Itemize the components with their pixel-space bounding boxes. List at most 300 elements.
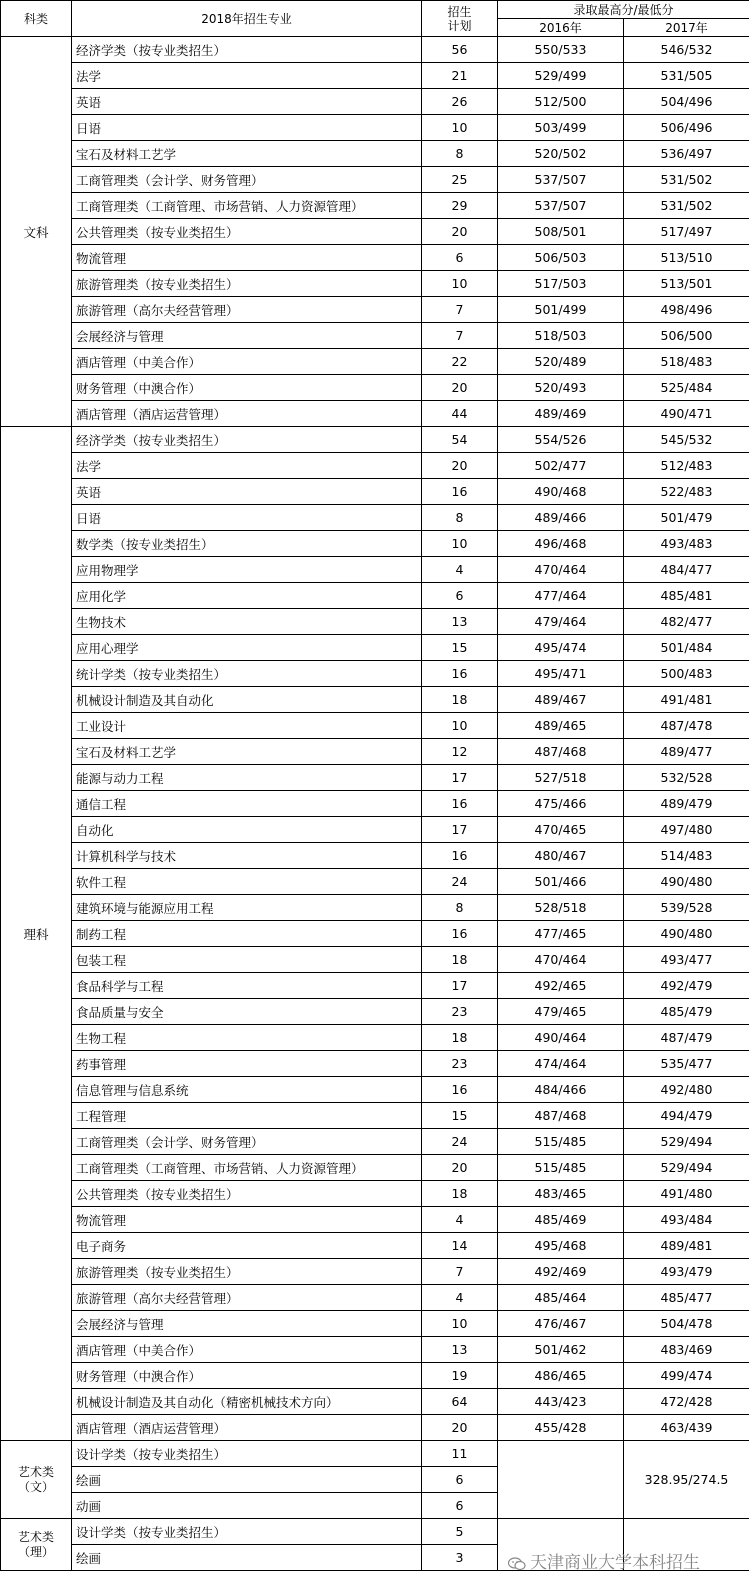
major-name: 日语	[72, 505, 422, 531]
score-2016: 512/500	[498, 89, 624, 115]
major-name: 酒店管理（酒店运营管理）	[72, 1415, 422, 1441]
score-2017: 484/477	[624, 557, 749, 583]
header-plan	[422, 1, 498, 37]
major-name: 旅游管理类（按专业类招生）	[72, 1259, 422, 1285]
table-row	[1, 271, 749, 297]
table-row	[1, 1285, 749, 1311]
score-2016: 489/467	[498, 687, 624, 713]
major-name: 机械设计制造及其自动化（精密机械技术方向）	[72, 1389, 422, 1415]
enroll-plan: 10	[422, 1311, 498, 1337]
enroll-plan: 21	[422, 63, 498, 89]
major-name: 旅游管理类（按专业类招生）	[72, 271, 422, 297]
header-category: 科类	[1, 1, 72, 37]
major-name: 信息管理与信息系统	[72, 1077, 422, 1103]
enroll-plan: 5	[422, 1519, 498, 1545]
enroll-plan: 6	[422, 583, 498, 609]
score-2017: 518/483	[624, 349, 749, 375]
enroll-plan: 18	[422, 1025, 498, 1051]
major-name: 旅游管理（高尔夫经营管理）	[72, 1285, 422, 1311]
major-name: 建筑环境与能源应用工程	[72, 895, 422, 921]
major-name: 酒店管理（中美合作）	[72, 349, 422, 375]
enroll-plan: 15	[422, 635, 498, 661]
score-2017: 513/501	[624, 271, 749, 297]
score-2017: 482/477	[624, 609, 749, 635]
score-2017: 490/471	[624, 401, 749, 427]
score-2016: 477/464	[498, 583, 624, 609]
table-row	[1, 349, 749, 375]
watermark	[508, 1548, 700, 1573]
score-2016: 486/465	[498, 1363, 624, 1389]
major-name: 财务管理（中澳合作）	[72, 375, 422, 401]
score-2016: 479/465	[498, 999, 624, 1025]
major-name: 工业设计	[72, 713, 422, 739]
enroll-plan: 23	[422, 999, 498, 1025]
major-name: 工商管理类（工商管理、市场营销、人力资源管理）	[72, 193, 422, 219]
score-2016: 490/464	[498, 1025, 624, 1051]
score-2016: 520/493	[498, 375, 624, 401]
enroll-plan: 20	[422, 1155, 498, 1181]
enroll-plan: 17	[422, 817, 498, 843]
score-2016: 487/468	[498, 739, 624, 765]
score-2016: 508/501	[498, 219, 624, 245]
score-2016: 470/464	[498, 947, 624, 973]
enroll-plan: 16	[422, 1077, 498, 1103]
enroll-plan: 56	[422, 37, 498, 63]
enroll-plan: 54	[422, 427, 498, 453]
major-name: 能源与动力工程	[72, 765, 422, 791]
table-row	[1, 479, 749, 505]
enroll-plan: 10	[422, 115, 498, 141]
score-2016: 495/468	[498, 1233, 624, 1259]
table-row	[1, 869, 749, 895]
enroll-plan: 22	[422, 349, 498, 375]
score-2016: 515/485	[498, 1155, 624, 1181]
enroll-plan: 20	[422, 1415, 498, 1441]
score-2016: 517/503	[498, 271, 624, 297]
score-2017: 497/480	[624, 817, 749, 843]
major-name: 绘画	[72, 1545, 422, 1571]
score-2016: 492/465	[498, 973, 624, 999]
score-2016: 490/468	[498, 479, 624, 505]
major-name: 会展经济与管理	[72, 323, 422, 349]
enroll-plan: 7	[422, 297, 498, 323]
score-2017: 531/505	[624, 63, 749, 89]
table-row	[1, 141, 749, 167]
enroll-plan: 20	[422, 453, 498, 479]
score-2016: 495/471	[498, 661, 624, 687]
major-name: 自动化	[72, 817, 422, 843]
major-name: 财务管理（中澳合作）	[72, 1363, 422, 1389]
score-2017: 485/481	[624, 583, 749, 609]
score-2017: 501/479	[624, 505, 749, 531]
score-2017: 489/479	[624, 791, 749, 817]
score-2016: 550/533	[498, 37, 624, 63]
score-2016: 520/502	[498, 141, 624, 167]
enroll-plan: 44	[422, 401, 498, 427]
score-2016: 503/499	[498, 115, 624, 141]
table-body	[1, 37, 749, 1571]
major-name: 动画	[72, 1493, 422, 1519]
wechat-icon	[508, 1556, 526, 1570]
table-row	[1, 895, 749, 921]
table-row	[1, 1103, 749, 1129]
score-2017: 498/496	[624, 297, 749, 323]
major-name: 绘画	[72, 1467, 422, 1493]
score-2016: 455/428	[498, 1415, 624, 1441]
enroll-plan: 8	[422, 141, 498, 167]
major-name: 酒店管理（酒店运营管理）	[72, 401, 422, 427]
table-row	[1, 1129, 749, 1155]
score-2017: 504/496	[624, 89, 749, 115]
score-2017: 494/479	[624, 1103, 749, 1129]
score-2017: 500/483	[624, 661, 749, 687]
score-2017: 491/481	[624, 687, 749, 713]
score-2016: 474/464	[498, 1051, 624, 1077]
major-name: 机械设计制造及其自动化	[72, 687, 422, 713]
score-2016: 537/507	[498, 167, 624, 193]
score-2016: 476/467	[498, 1311, 624, 1337]
score-2016: 495/474	[498, 635, 624, 661]
score-2017: 493/479	[624, 1259, 749, 1285]
enroll-plan: 16	[422, 791, 498, 817]
table-row	[1, 1233, 749, 1259]
table-row	[1, 1337, 749, 1363]
score-2016: 483/465	[498, 1181, 624, 1207]
score-2017: 493/483	[624, 531, 749, 557]
score-2016: 515/485	[498, 1129, 624, 1155]
score-2017: 512/483	[624, 453, 749, 479]
major-name: 药事管理	[72, 1051, 422, 1077]
score-2016: 501/466	[498, 869, 624, 895]
enroll-plan: 20	[422, 219, 498, 245]
enroll-plan: 13	[422, 1337, 498, 1363]
enroll-plan: 3	[422, 1545, 498, 1571]
enroll-plan: 10	[422, 271, 498, 297]
header-score-group: 录取最高分/最低分	[498, 1, 749, 19]
major-name: 工程管理	[72, 1103, 422, 1129]
table-row	[1, 1311, 749, 1337]
table-row	[1, 531, 749, 557]
table-row	[1, 89, 749, 115]
enroll-plan: 10	[422, 531, 498, 557]
score-2016: 470/464	[498, 557, 624, 583]
table-row	[1, 791, 749, 817]
score-2017: 531/502	[624, 167, 749, 193]
enroll-plan: 17	[422, 765, 498, 791]
table-row	[1, 739, 749, 765]
score-2017: 483/469	[624, 1337, 749, 1363]
enroll-plan: 11	[422, 1441, 498, 1467]
enroll-plan: 29	[422, 193, 498, 219]
score-2017: 485/477	[624, 1285, 749, 1311]
major-name: 经济学类（按专业类招生）	[72, 37, 422, 63]
score-2017: 501/484	[624, 635, 749, 661]
table-row	[1, 401, 749, 427]
table-row	[1, 167, 749, 193]
major-name: 设计学类（按专业类招生）	[72, 1519, 422, 1545]
score-2017: 522/483	[624, 479, 749, 505]
enroll-plan: 10	[422, 713, 498, 739]
table-row	[1, 687, 749, 713]
enroll-plan: 16	[422, 661, 498, 687]
enroll-plan: 6	[422, 245, 498, 271]
table-row	[1, 1259, 749, 1285]
score-2017: 493/484	[624, 1207, 749, 1233]
major-name: 生物工程	[72, 1025, 422, 1051]
table-row	[1, 453, 749, 479]
header-year-2016: 2016年	[498, 19, 624, 37]
enroll-plan: 64	[422, 1389, 498, 1415]
enroll-plan: 25	[422, 167, 498, 193]
enroll-plan: 18	[422, 687, 498, 713]
score-2017: 514/483	[624, 843, 749, 869]
score-2017: 490/480	[624, 921, 749, 947]
art-li-label: 艺术类	[1, 1530, 71, 1545]
table-row	[1, 817, 749, 843]
major-name: 酒店管理（中美合作）	[72, 1337, 422, 1363]
enroll-plan: 4	[422, 1207, 498, 1233]
enroll-plan: 19	[422, 1363, 498, 1389]
major-name: 食品科学与工程	[72, 973, 422, 999]
table-row	[1, 583, 749, 609]
table-row	[1, 63, 749, 89]
score-2016: 485/464	[498, 1285, 624, 1311]
table-row	[1, 765, 749, 791]
score-2016: 554/526	[498, 427, 624, 453]
art-wen-label: 艺术类	[1, 1465, 71, 1480]
score-2016: 477/465	[498, 921, 624, 947]
wenke-category: 文科	[1, 37, 72, 427]
like-category: 理科	[1, 427, 72, 1441]
table-row	[1, 115, 749, 141]
score-2017: 545/532	[624, 427, 749, 453]
major-name: 计算机科学与技术	[72, 843, 422, 869]
enroll-plan: 6	[422, 1467, 498, 1493]
enroll-plan: 20	[422, 375, 498, 401]
enroll-plan: 23	[422, 1051, 498, 1077]
score-2016: 492/469	[498, 1259, 624, 1285]
major-name: 应用心理学	[72, 635, 422, 661]
table-row	[1, 843, 749, 869]
table-row	[1, 973, 749, 999]
enroll-plan: 16	[422, 843, 498, 869]
score-2016: 489/466	[498, 505, 624, 531]
watermark-text: 天津商业大学本科招生	[530, 1553, 700, 1573]
major-name: 物流管理	[72, 1207, 422, 1233]
major-name: 应用化学	[72, 583, 422, 609]
score-2017: 491/480	[624, 1181, 749, 1207]
score-2016: 518/503	[498, 323, 624, 349]
score-2016: 496/468	[498, 531, 624, 557]
major-name: 公共管理类（按专业类招生）	[72, 219, 422, 245]
major-name: 英语	[72, 479, 422, 505]
major-name: 工商管理类（工商管理、市场营销、人力资源管理）	[72, 1155, 422, 1181]
enroll-plan: 4	[422, 1285, 498, 1311]
score-2017: 529/494	[624, 1129, 749, 1155]
score-2016: 527/518	[498, 765, 624, 791]
score-2017: 506/500	[624, 323, 749, 349]
major-name: 应用物理学	[72, 557, 422, 583]
enroll-plan: 6	[422, 1493, 498, 1519]
major-name: 法学	[72, 63, 422, 89]
major-name: 日语	[72, 115, 422, 141]
enroll-plan: 18	[422, 947, 498, 973]
table-row	[1, 37, 749, 63]
major-name: 包装工程	[72, 947, 422, 973]
enroll-plan: 24	[422, 869, 498, 895]
major-name: 工商管理类（会计学、财务管理）	[72, 167, 422, 193]
art-li-sublabel: （理）	[1, 1545, 71, 1560]
score-2017: 506/496	[624, 115, 749, 141]
score-2017: 517/497	[624, 219, 749, 245]
major-name: 统计学类（按专业类招生）	[72, 661, 422, 687]
score-2017: 539/528	[624, 895, 749, 921]
major-name: 食品质量与安全	[72, 999, 422, 1025]
score-2017: 489/477	[624, 739, 749, 765]
score-2017: 535/477	[624, 1051, 749, 1077]
major-name: 工商管理类（会计学、财务管理）	[72, 1129, 422, 1155]
table-row	[1, 1207, 749, 1233]
score-2017: 485/479	[624, 999, 749, 1025]
art-wen-score-2017: 328.95/274.5	[624, 1441, 749, 1519]
table-row	[1, 713, 749, 739]
major-name: 设计学类（按专业类招生）	[72, 1441, 422, 1467]
enroll-plan: 18	[422, 1181, 498, 1207]
table-row	[1, 947, 749, 973]
enroll-plan: 8	[422, 895, 498, 921]
major-name: 宝石及材料工艺学	[72, 739, 422, 765]
table-row	[1, 219, 749, 245]
score-2016: 443/423	[498, 1389, 624, 1415]
major-name: 数学类（按专业类招生）	[72, 531, 422, 557]
score-2017: 472/428	[624, 1389, 749, 1415]
table-row	[1, 375, 749, 401]
art-li-category	[1, 1519, 72, 1571]
table-row	[1, 193, 749, 219]
score-2016: 480/467	[498, 843, 624, 869]
score-2017: 487/479	[624, 1025, 749, 1051]
major-name: 经济学类（按专业类招生）	[72, 427, 422, 453]
score-2017: 492/480	[624, 1077, 749, 1103]
enroll-plan: 12	[422, 739, 498, 765]
enroll-plan: 24	[422, 1129, 498, 1155]
score-2017: 487/478	[624, 713, 749, 739]
score-2016: 501/499	[498, 297, 624, 323]
major-name: 会展经济与管理	[72, 1311, 422, 1337]
enroll-plan: 7	[422, 323, 498, 349]
score-2017: 492/479	[624, 973, 749, 999]
score-2016: 484/466	[498, 1077, 624, 1103]
enroll-plan: 14	[422, 1233, 498, 1259]
table-row	[1, 661, 749, 687]
table-row	[1, 1441, 749, 1467]
enroll-plan: 17	[422, 973, 498, 999]
enroll-plan: 8	[422, 505, 498, 531]
score-2016: 506/503	[498, 245, 624, 271]
table-row	[1, 245, 749, 271]
table-row	[1, 1077, 749, 1103]
major-name: 法学	[72, 453, 422, 479]
enroll-plan: 4	[422, 557, 498, 583]
major-name: 宝石及材料工艺学	[72, 141, 422, 167]
score-2017: 525/484	[624, 375, 749, 401]
major-name: 旅游管理（高尔夫经营管理）	[72, 297, 422, 323]
table-row	[1, 1051, 749, 1077]
score-2016: 479/464	[498, 609, 624, 635]
table-row	[1, 297, 749, 323]
major-name: 物流管理	[72, 245, 422, 271]
score-2017: 499/474	[624, 1363, 749, 1389]
score-2016: 489/469	[498, 401, 624, 427]
score-2016: 537/507	[498, 193, 624, 219]
table-row	[1, 635, 749, 661]
score-2017: 489/481	[624, 1233, 749, 1259]
score-2016: 489/465	[498, 713, 624, 739]
score-2016: 475/466	[498, 791, 624, 817]
major-name: 英语	[72, 89, 422, 115]
score-2017: 513/510	[624, 245, 749, 271]
table-row	[1, 609, 749, 635]
table-row	[1, 1519, 749, 1545]
score-2017: 531/502	[624, 193, 749, 219]
score-2017: 529/494	[624, 1155, 749, 1181]
enroll-plan: 7	[422, 1259, 498, 1285]
enroll-plan: 16	[422, 479, 498, 505]
table-row	[1, 505, 749, 531]
header-plan-line1: 招生	[422, 5, 497, 19]
score-2017: 490/480	[624, 869, 749, 895]
table-row	[1, 1181, 749, 1207]
art-wen-category	[1, 1441, 72, 1519]
table-row	[1, 1155, 749, 1181]
major-name: 生物技术	[72, 609, 422, 635]
header-row-1	[1, 1, 749, 19]
enroll-plan: 16	[422, 921, 498, 947]
header-year-2017: 2017年	[624, 19, 749, 37]
major-name: 电子商务	[72, 1233, 422, 1259]
enroll-plan: 15	[422, 1103, 498, 1129]
score-2016: 501/462	[498, 1337, 624, 1363]
score-2016: 520/489	[498, 349, 624, 375]
score-2016: 502/477	[498, 453, 624, 479]
table-row	[1, 1025, 749, 1051]
score-2016: 485/469	[498, 1207, 624, 1233]
table-row	[1, 1363, 749, 1389]
major-name: 制药工程	[72, 921, 422, 947]
header-plan-line2: 计划	[422, 19, 497, 33]
score-2016: 470/465	[498, 817, 624, 843]
score-2017: 493/477	[624, 947, 749, 973]
major-name: 软件工程	[72, 869, 422, 895]
enroll-plan: 26	[422, 89, 498, 115]
score-2017: 504/478	[624, 1311, 749, 1337]
score-2016: 529/499	[498, 63, 624, 89]
table-row	[1, 557, 749, 583]
score-2016: 528/518	[498, 895, 624, 921]
table-row	[1, 1389, 749, 1415]
major-name: 公共管理类（按专业类招生）	[72, 1181, 422, 1207]
score-2017: 546/532	[624, 37, 749, 63]
table-row	[1, 323, 749, 349]
enroll-plan: 13	[422, 609, 498, 635]
score-2017: 463/439	[624, 1415, 749, 1441]
table-row	[1, 1415, 749, 1441]
table-row	[1, 427, 749, 453]
header-major: 2018年招生专业	[72, 1, 422, 37]
score-2017: 536/497	[624, 141, 749, 167]
major-name: 通信工程	[72, 791, 422, 817]
score-2017: 532/528	[624, 765, 749, 791]
